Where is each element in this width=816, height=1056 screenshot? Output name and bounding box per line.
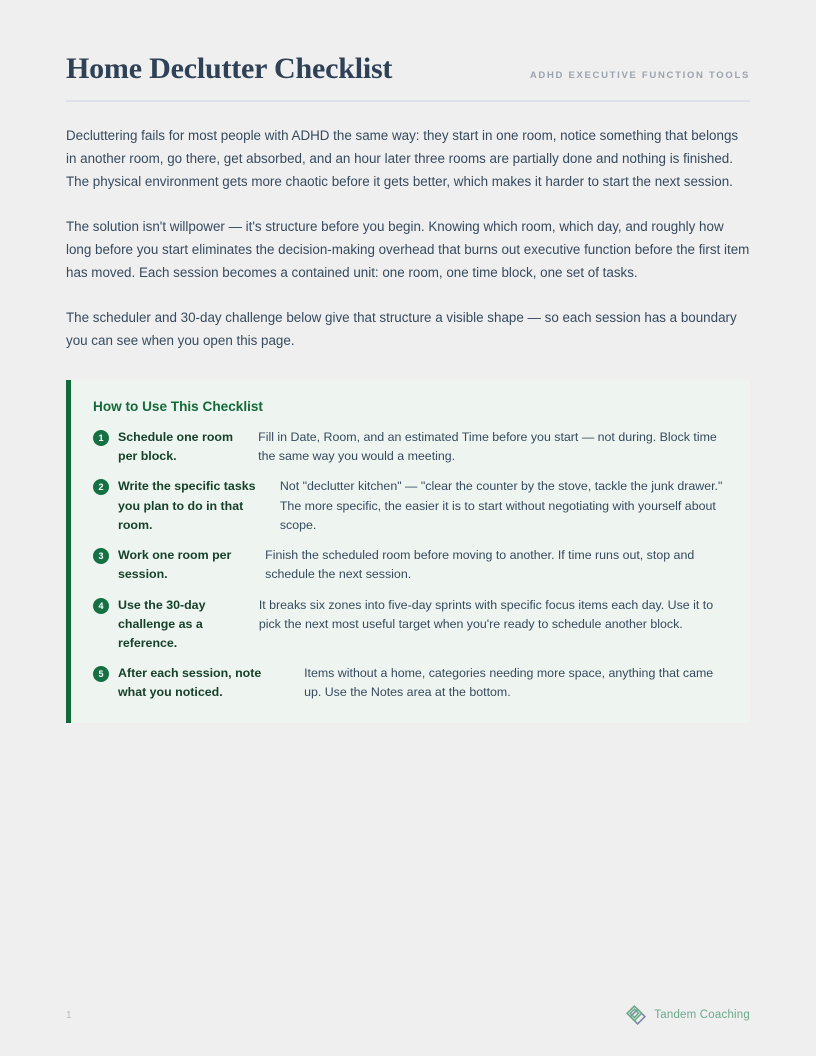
list-item bbox=[93, 596, 728, 654]
intro-section bbox=[66, 124, 750, 352]
step-description: Finish the scheduled room before moving to another. If time runs out, stop and schedule the next session. bbox=[265, 548, 695, 582]
callout-title: How to Use This Checklist bbox=[93, 399, 263, 415]
step-description: Items without a home, categories needing more space, anything that came up. Use the Notes area at the bottom. bbox=[304, 666, 714, 700]
step-label: Schedule one room per block. bbox=[118, 430, 233, 464]
intro-paragraph: The scheduler and 30-day challenge below give that structure a visible shape — so each session has a boundary you can see when you open this page. bbox=[66, 310, 737, 349]
step-description: Not "declutter kitchen" — "clear the counter by the stove, tackle the junk drawer." The more specific, the easier it is to start without negotiating with yourself about scope. bbox=[279, 479, 723, 532]
page-title: Home Declutter Checklist bbox=[66, 52, 393, 85]
header-divider bbox=[66, 100, 750, 102]
intro-paragraph: Decluttering fails for most people with ADHD the same way: they start in one room, notice something that belongs in another room, go there, get absorbed, and an hour later three rooms are partially done and nothing is finished. The physical environment gets more chaotic before it gets better, which makes it harder to start the next session. bbox=[66, 128, 739, 190]
step-number-badge: 5 bbox=[93, 666, 109, 682]
list-item bbox=[93, 428, 728, 466]
list-item bbox=[93, 477, 728, 535]
brand-name: Tandem Coaching bbox=[654, 1009, 750, 1021]
intro-paragraph: The solution isn't willpower — it's structure before you begin. Knowing which room, which day, and roughly how long before you start eliminates the decision-making overhead that burns out executive function before the first item has moved. Each session becomes a contained unit: one room, one time block, one set of tasks. bbox=[66, 219, 750, 281]
how-to-use-callout bbox=[66, 380, 750, 722]
page-number: 1 bbox=[66, 1009, 72, 1021]
brand-logo bbox=[625, 1004, 750, 1026]
step-label: After each session, note what you noticed. bbox=[118, 666, 262, 700]
step-label: Write the specific tasks you plan to do in that room. bbox=[118, 479, 256, 532]
step-number-badge: 4 bbox=[93, 598, 109, 614]
list-item bbox=[93, 546, 728, 584]
step-number-badge: 2 bbox=[93, 479, 109, 495]
step-label: Use the 30-day challenge as a reference. bbox=[118, 597, 206, 651]
step-number-badge: 1 bbox=[93, 430, 109, 446]
step-number-badge: 3 bbox=[93, 548, 109, 564]
document-header bbox=[66, 0, 750, 85]
steps-list bbox=[93, 428, 728, 703]
document-footer bbox=[66, 1004, 750, 1026]
tandem-diamond-icon bbox=[625, 1004, 647, 1026]
header-eyebrow: ADHD EXECUTIVE FUNCTION TOOLS bbox=[529, 70, 750, 81]
step-description: Fill in Date, Room, and an estimated Time before you start — not during. Block time the same way you would a meeting. bbox=[258, 430, 717, 464]
list-item bbox=[93, 664, 728, 702]
step-description: It breaks six zones into five-day sprints with specific focus items each day. Use it to pick the next most useful target when you're ready to schedule another block. bbox=[258, 597, 714, 631]
step-label: Work one room per session. bbox=[118, 548, 232, 582]
